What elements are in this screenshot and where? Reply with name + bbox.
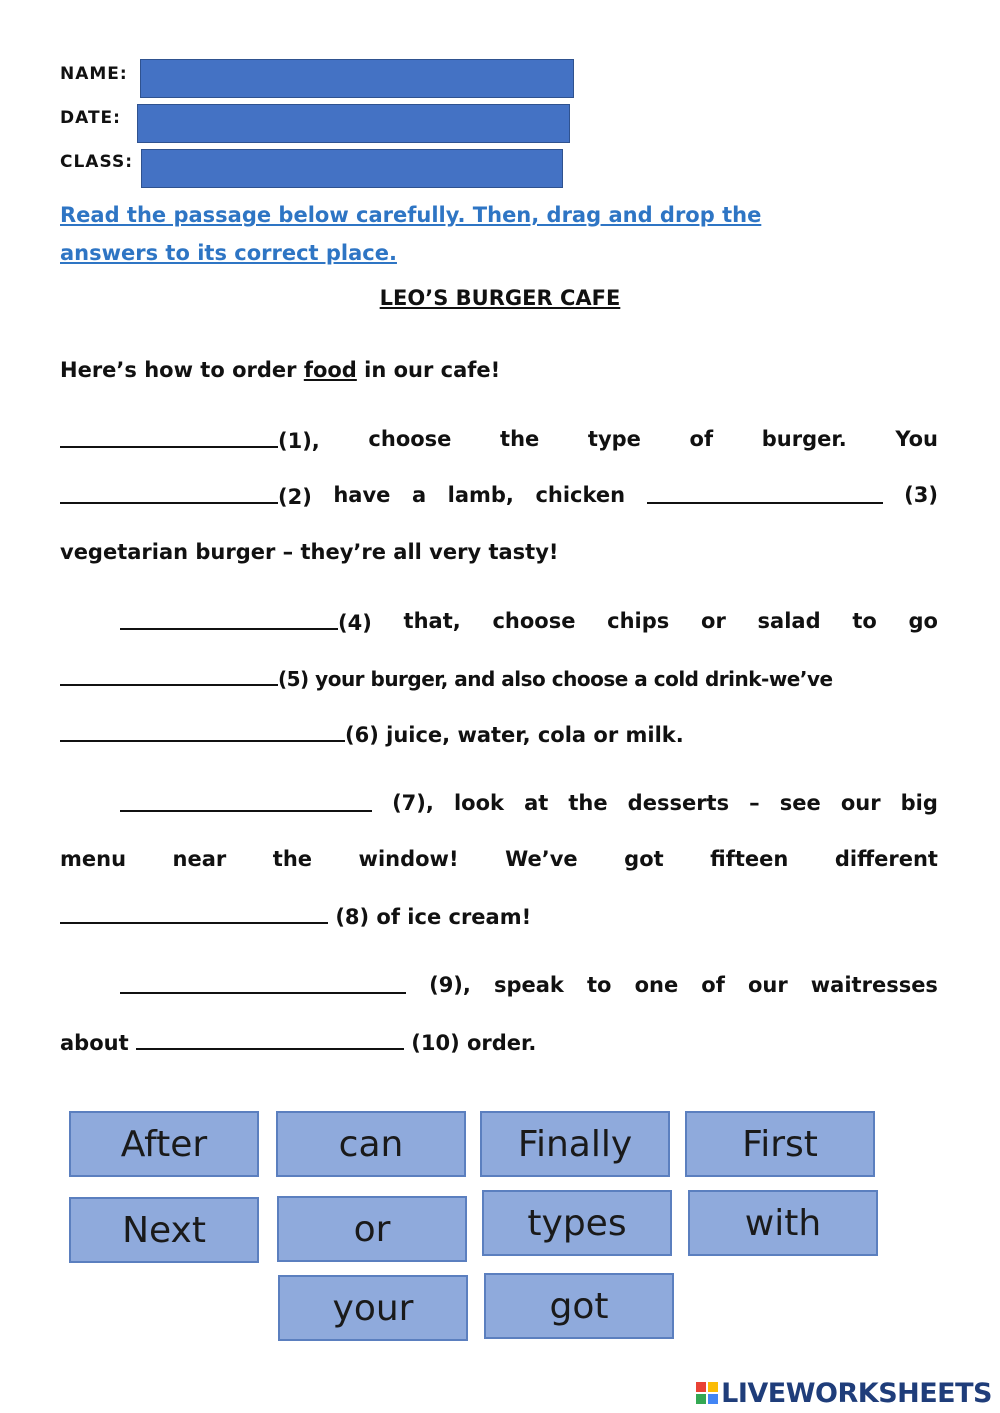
instruction-text: Read the passage below carefully. Then, drag and drop the answers to its correct place.: [60, 203, 762, 265]
word: You: [895, 427, 938, 451]
word: speak: [493, 973, 564, 997]
class-label: CLASS:: [60, 152, 133, 172]
logo-grid-icon: [696, 1382, 718, 1404]
blank-1[interactable]: [60, 424, 278, 448]
blank-1-number: (1),: [278, 429, 320, 453]
p1-line-3: vegetarian burger – they’re all very tasty!: [60, 540, 559, 564]
word: go: [908, 609, 938, 633]
word: burger.: [761, 427, 847, 451]
blank-3[interactable]: [647, 480, 883, 504]
word: choose: [368, 427, 452, 451]
blank-10[interactable]: [136, 1026, 404, 1050]
word: our: [747, 973, 788, 997]
answer-tile-next[interactable]: Next: [69, 1197, 259, 1263]
logo-text: LIVEWORKSHEETS: [721, 1377, 992, 1409]
answer-tile-types[interactable]: types: [482, 1190, 672, 1256]
blank-4[interactable]: [120, 606, 338, 630]
answer-tile-finally[interactable]: Finally: [480, 1111, 670, 1177]
word: near: [172, 847, 227, 871]
blank-8[interactable]: [60, 900, 328, 924]
answer-tile-got[interactable]: got: [484, 1273, 674, 1339]
intro-after: in our cafe!: [364, 358, 501, 382]
date-field[interactable]: [137, 104, 570, 143]
logo-square: [696, 1382, 706, 1392]
p1-line-1: [60, 424, 938, 456]
word: menu: [60, 847, 127, 871]
blank-7[interactable]: [120, 788, 372, 812]
intro-line: [60, 355, 938, 385]
p2-line-3-text: (6) juice, water, cola or milk.: [345, 723, 684, 747]
blank-4-number: (4): [338, 611, 372, 635]
p3-line-1: [120, 788, 938, 818]
word: lamb,: [447, 483, 514, 507]
word: our: [840, 791, 881, 815]
word: at: [524, 791, 549, 815]
word: the: [568, 791, 608, 815]
blank-6[interactable]: [60, 718, 345, 742]
liveworksheets-logo: [696, 1378, 992, 1408]
logo-square: [696, 1394, 706, 1404]
word: look: [453, 791, 504, 815]
word: different: [834, 847, 938, 871]
name-field[interactable]: [140, 59, 574, 98]
blank-3-number: (3): [904, 483, 938, 507]
answer-tile-or[interactable]: or: [277, 1196, 467, 1262]
answer-tile-first[interactable]: First: [685, 1111, 875, 1177]
name-label: NAME:: [60, 64, 128, 84]
word: the: [272, 847, 313, 871]
word: to: [852, 609, 877, 633]
answer-tile-after[interactable]: After: [69, 1111, 259, 1177]
word: to: [587, 973, 612, 997]
word: see: [779, 791, 821, 815]
word: waitresses: [810, 973, 938, 997]
blank-2[interactable]: [60, 480, 278, 504]
p4-line-2-pre: about: [60, 1031, 129, 1055]
blank-2-number: (2): [278, 485, 312, 509]
p2-line-2: [60, 662, 938, 694]
p2-line-2-text: (5) your burger, and also choose a cold drink-we’ve: [278, 667, 833, 691]
word: choose: [492, 609, 576, 633]
p3-line-3-text: (8) of ice cream!: [335, 905, 532, 929]
p4-line-2-post: (10) order.: [411, 1031, 537, 1055]
p3-line-3: [60, 900, 938, 932]
word: the: [500, 427, 540, 451]
logo-square: [708, 1394, 718, 1404]
passage-title: LEO’S BURGER CAFE: [379, 286, 621, 310]
p3-line-2: [60, 844, 938, 874]
word: We’ve: [505, 847, 578, 871]
p2-line-3: [60, 718, 938, 750]
class-field[interactable]: [141, 149, 563, 188]
word: chips: [607, 609, 670, 633]
answer-tile-with[interactable]: with: [688, 1190, 878, 1256]
intro-before: Here’s how to order: [60, 358, 297, 382]
answer-tile-your[interactable]: your: [278, 1275, 468, 1341]
word: one: [634, 973, 679, 997]
blank-5[interactable]: [60, 662, 278, 686]
p4-line-1: [120, 970, 938, 1000]
blank-9-number: (9),: [429, 973, 471, 997]
word: type: [587, 427, 641, 451]
word: have: [333, 483, 391, 507]
date-label: DATE:: [60, 108, 121, 128]
word: –: [749, 791, 760, 815]
word: or: [701, 609, 726, 633]
word: a: [411, 483, 427, 507]
word: window!: [358, 847, 459, 871]
word: chicken: [535, 483, 626, 507]
p2-line-1: [120, 606, 938, 638]
blank-7-number: (7),: [392, 791, 434, 815]
word: big: [900, 791, 938, 815]
answer-tile-can[interactable]: can: [276, 1111, 466, 1177]
word: desserts: [627, 791, 730, 815]
intro-underlined: food: [303, 358, 357, 382]
word: that,: [403, 609, 461, 633]
word: of: [689, 427, 714, 451]
logo-square: [708, 1382, 718, 1392]
p4-line-2: [60, 1026, 938, 1058]
blank-9[interactable]: [120, 970, 406, 994]
word: got: [624, 847, 664, 871]
word: fifteen: [710, 847, 789, 871]
word: salad: [757, 609, 821, 633]
p1-line-2: [60, 480, 938, 512]
word: of: [701, 973, 725, 997]
